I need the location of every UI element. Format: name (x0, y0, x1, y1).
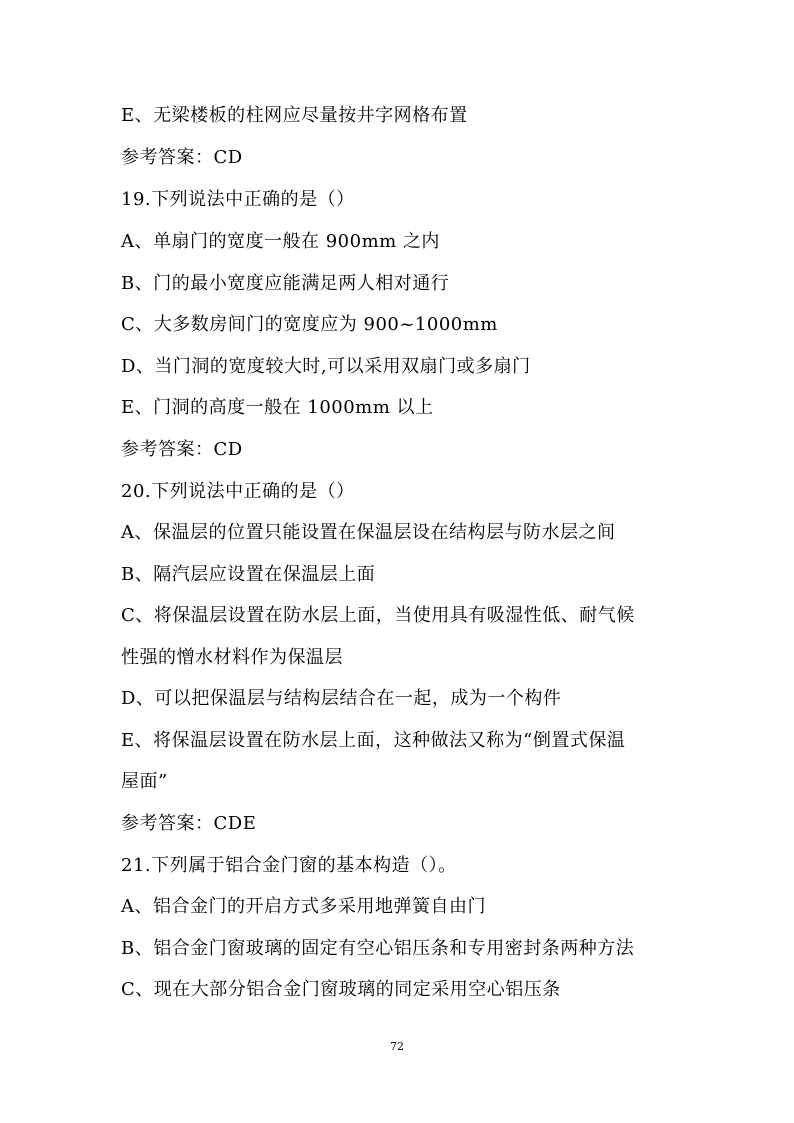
page-number: 72 (390, 1040, 404, 1053)
answer-line: 参考答案：CDE (121, 813, 257, 834)
answer-line: 参考答案：CD (121, 147, 243, 168)
option-b: B、隔汽层应设置在保温层上面 (121, 564, 376, 585)
option-c: C、大多数房间门的宽度应为 900~1000mm (121, 314, 498, 335)
option-e: E、将保温层设置在防水层上面，这种做法又称为“倒置式保温 (121, 730, 626, 751)
text-line: E、无梁楼板的柱网应尽量按井字网格布置 (121, 105, 468, 126)
option-a: A、铝合金门的开启方式多采用地弹簧自由门 (121, 896, 486, 917)
question-21: 21.下列属于铝合金门窗的基本构造（）。 (121, 855, 457, 876)
option-c-continued: 性强的憎水材料作为保温层 (121, 647, 343, 668)
option-c: C、现在大部分铝合金门窗玻璃的同定采用空心铝压条 (121, 979, 561, 1000)
option-d: D、可以把保温层与结构层结合在一起，成为一个构件 (121, 688, 562, 709)
option-b: B、门的最小宽度应能满足两人相对通行 (121, 273, 450, 294)
option-a: A、单扇门的宽度一般在 900mm 之内 (121, 231, 440, 252)
option-c: C、将保温层设置在防水层上面，当使用具有吸湿性低、耐气候 (121, 605, 635, 626)
option-d: D、当门洞的宽度较大时,可以采用双扇门或多扇门 (121, 356, 531, 377)
option-a: A、保温层的位置只能设置在保温层设在结构层与防水层之间 (121, 522, 616, 543)
option-e: E、门洞的高度一般在 1000mm 以上 (121, 397, 434, 418)
option-b: B、铝合金门窗玻璃的固定有空心铝压条和专用密封条两种方法 (121, 938, 635, 959)
option-e-continued: 屋面” (121, 771, 168, 792)
question-19: 19.下列说法中正确的是（） (121, 189, 355, 210)
answer-line: 参考答案：CD (121, 439, 243, 460)
question-20: 20.下列说法中正确的是（） (121, 481, 355, 502)
